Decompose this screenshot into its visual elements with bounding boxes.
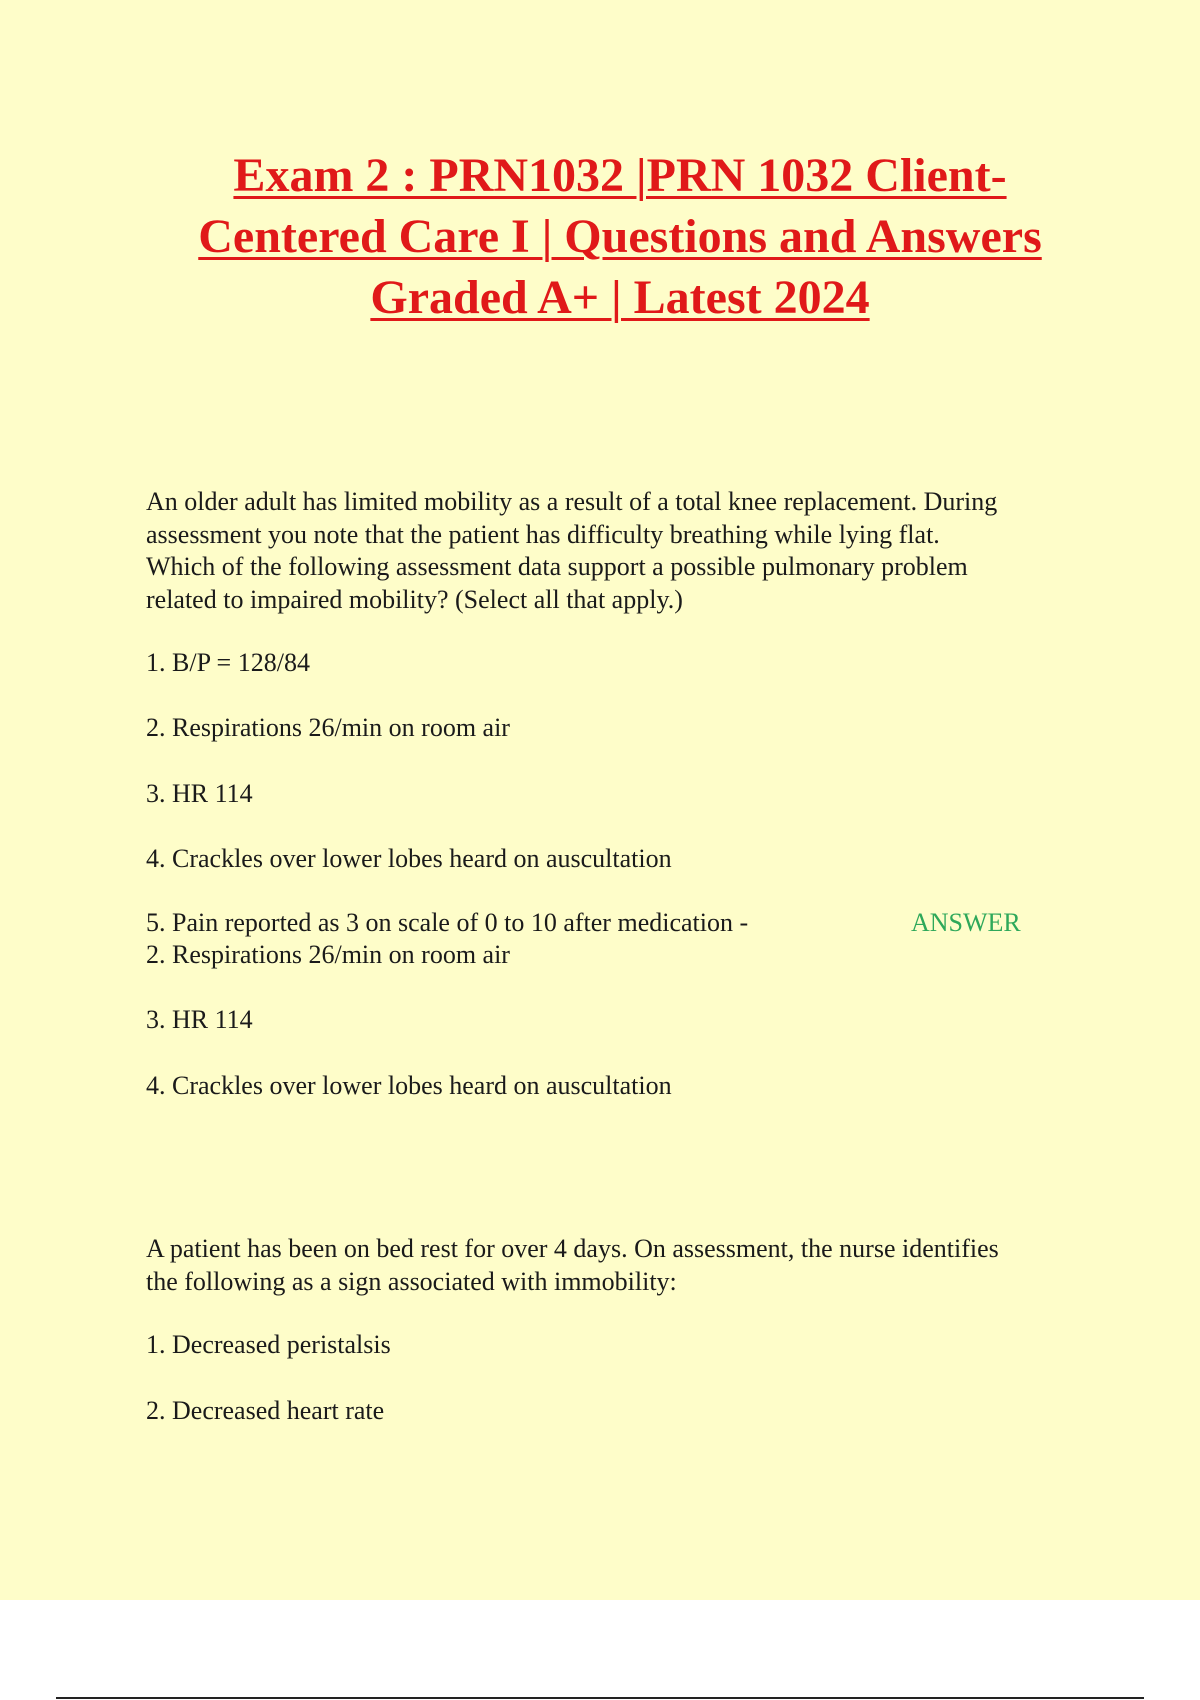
question-1-answer-2: 3. HR 114	[146, 1005, 253, 1034]
stem-line: related to impaired mobility? (Select all that apply.)	[146, 584, 683, 614]
question-1-answer-1: 2. Respirations 26/min on room air	[146, 940, 510, 969]
question-2-option-1: 1. Decreased peristalsis	[146, 1330, 391, 1359]
question-1-option-2: 2. Respirations 26/min on room air	[146, 713, 510, 742]
question-2-option-2: 2. Decreased heart rate	[146, 1396, 385, 1425]
question-2-stem	[146, 1233, 999, 1298]
question-1-option-4: 4. Crackles over lower lobes heard on auscultation	[146, 844, 672, 873]
title-line: Graded A+ | Latest 2024	[370, 271, 870, 324]
question-1-option-1: 1. B/P = 128/84	[146, 648, 310, 677]
question-1-option-3: 3. HR 114	[146, 779, 253, 808]
stem-line: An older adult has limited mobility as a result of a total knee replacement. During	[146, 487, 998, 516]
stem-line: Which of the following assessment data support a possible pulmonary problem	[146, 552, 968, 581]
stem-line: A patient has been on bed rest for over 4 days. On assessment, the nurse identifies	[146, 1234, 999, 1263]
footer-divider	[56, 1697, 1144, 1699]
question-1-option-5: 5. Pain reported as 3 on scale of 0 to 10 after medication -	[146, 908, 749, 937]
question-1-stem	[146, 486, 997, 616]
document-title	[100, 145, 1140, 328]
title-line: Centered Care I | Questions and Answers	[198, 210, 1042, 263]
title-line: Exam 2 : PRN1032 |PRN 1032 Client-	[233, 149, 1007, 202]
stem-line: the following as a sign associated with immobility:	[146, 1266, 677, 1296]
stem-line: assessment you note that the patient has difficulty breathing while lying flat.	[146, 519, 940, 549]
answer-label: ANSWER	[911, 908, 1021, 937]
question-1-answer-3: 4. Crackles over lower lobes heard on auscultation	[146, 1071, 672, 1100]
